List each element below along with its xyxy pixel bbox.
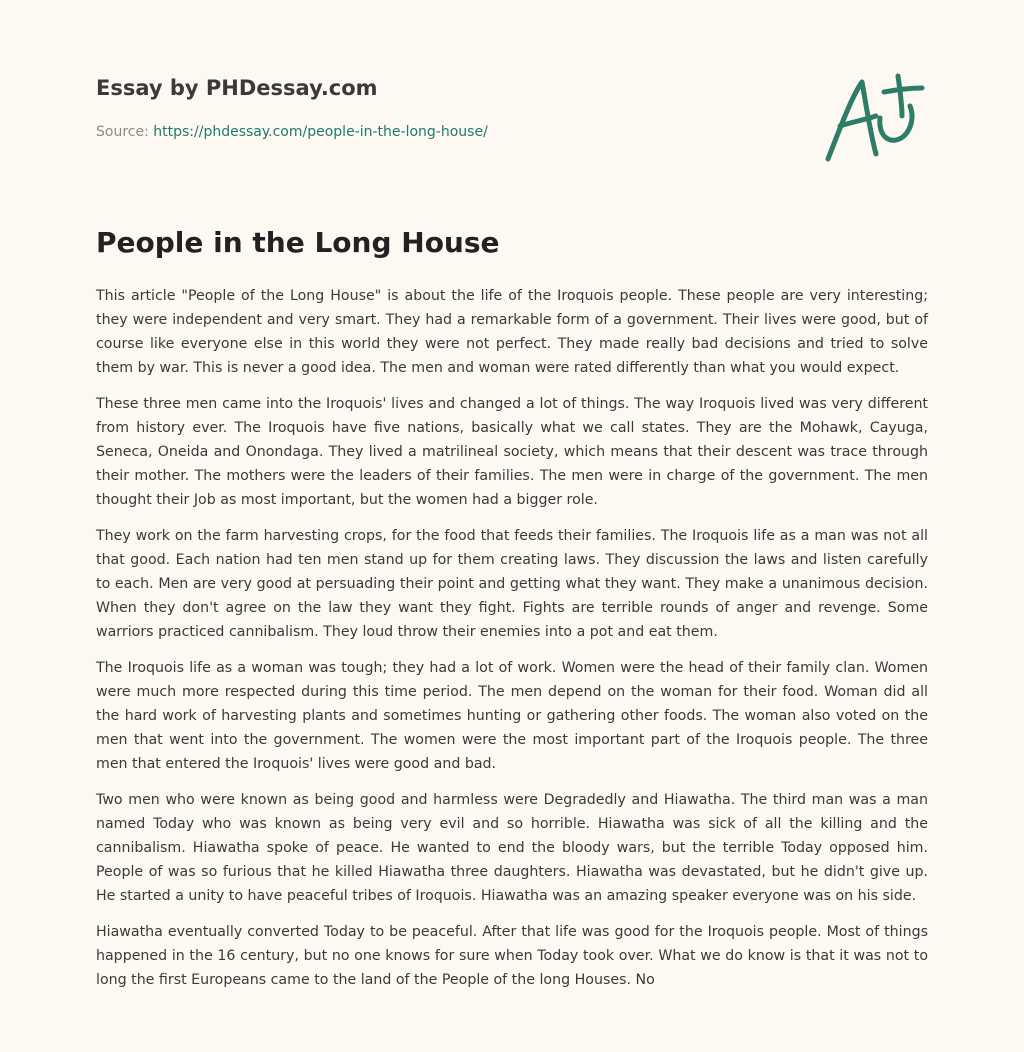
source-line [96,124,488,140]
essay-paragraph: This article "People of the Long House" is about the life of the Iroquois people. These people are very interesting; they were independent and very smart. They had a remarkable form of a government. Their lives were good, but of course like everyone else in this world they were not perfect. They made really bad decisions and tried to solve them by war. This is never a good idea. The men and woman were rated differently than what you would expect. [96,288,928,376]
essay-paragraph: They work on the farm harvesting crops, for the food that feeds their families. The Iroquois life as a man was not all that good. Each nation had ten men stand up for them creating laws. They discussion the laws and listen carefully to each. Men are very good at persuading their point and getting what they want. They make a unanimous decision. When they don't agree on the law they want they fight. Fights are terrible rounds of anger and revenge. Some warriors practiced cannibalism. They loud throw their enemies into a pot and eat them. [96,528,928,640]
a-plus-grade-logo-icon [822,66,926,166]
essay-paragraph: These three men came into the Iroquois' lives and changed a lot of things. The way Iroquois lived was very different from history ever. The Iroquois have five nations, basically what we call states. They are the Mohawk, Cayuga, Seneca, Oneida and Onondaga. They lived a matrilineal society, which means that their descent was trace through their mother. The mothers were the leaders of their families. The men were in charge of the government. The men thought their Job as most important, but the women had a bigger role. [96,396,928,508]
source-label: Source: [96,124,154,140]
essay-body [96,284,928,1004]
essay-paragraph: Two men who were known as being good and harmless were Degradedly and Hiawatha. The third man was a man named Today who was known as being very evil and so horrible. Hiawatha was sick of all the killing and the cannibalism. Hiawatha spoke of peace. He wanted to end the bloody wars, but the terrible Today opposed him. People of was so furious that he killed Hiawatha three daughters. Hiawatha was devastated, but he didn't give up. He started a unity to have peaceful tribes of Iroquois. Hiawatha was an amazing speaker everyone was on his side. [96,792,928,904]
source-link[interactable]: https://phdessay.com/people-in-the-long-house/ [153,124,488,140]
site-title: Essay by PHDessay.com [96,76,378,100]
essay-paragraph: The Iroquois life as a woman was tough; they had a lot of work. Women were the head of their family clan. Women were much more respected during this time period. The men depend on the woman for their food. Woman did all the hard work of harvesting plants and sometimes hunting or gathering other foods. The woman also voted on the men that went into the government. The women were the most important part of the Iroquois people. The three men that entered the Iroquois' lives were good and bad. [96,660,928,772]
essay-paragraph: Hiawatha eventually converted Today to be peaceful. After that life was good for the Iroquois people. Most of things happened in the 16 century, but no one knows for sure when Today took over. What we do know is that it was not to long the first Europeans came to the land of the People of the long Houses. No [96,924,928,988]
essay-title: People in the Long House [96,226,500,259]
